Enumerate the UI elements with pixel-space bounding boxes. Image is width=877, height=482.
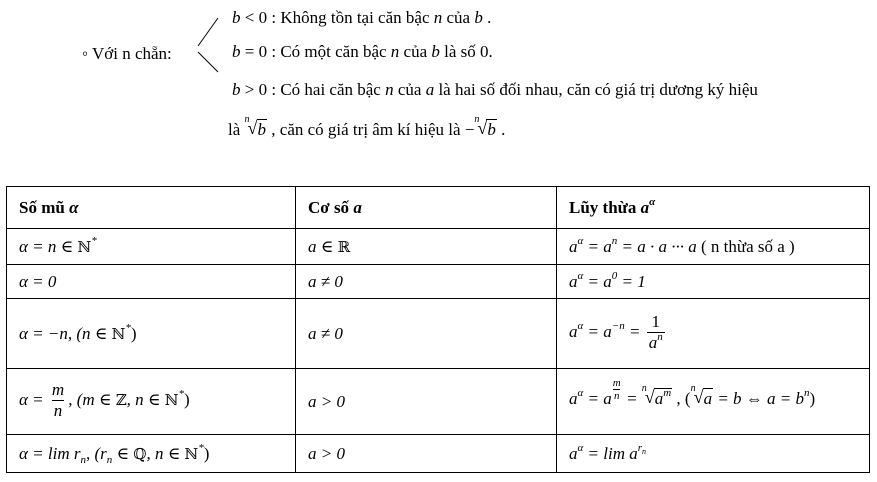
table-row [7, 369, 870, 435]
table-row [7, 299, 870, 369]
table-row [7, 265, 870, 299]
cell-exponent: α = −n, (n ∈ ℕ*) [7, 299, 296, 369]
exponent-fraction: $\frac{m}{n}$ [612, 376, 621, 402]
cell-exponent: α = $\frac{m}{n}$ , (m ∈ ℤ, n ∈ ℕ*) [7, 369, 296, 435]
cell-exponent: α = 0 [7, 265, 296, 299]
table-row [7, 229, 870, 265]
nth-root-symbol: n √ $a^m$ [641, 382, 672, 408]
cell-exponent: $\alpha = \lim r_n$, ($r_n$ ∈ ℚ, n ∈ ℕ*) [7, 435, 296, 473]
fraction: $\frac{m}{n}$ [51, 380, 65, 421]
cell-base: a ≠ 0 [296, 299, 557, 369]
cell-base: a ≠ 0 [296, 265, 557, 299]
cell-power: $a^\alpha = a^n = a \cdot a$ ··· a ( n thừa số a ) [557, 229, 870, 265]
brace-lines [194, 14, 230, 78]
cell-base: a > 0 [296, 435, 557, 473]
cell-exponent: α = n ∈ ℕ* [7, 229, 296, 265]
header-power: Lũy thừa $a^\alpha$ [557, 187, 870, 229]
case-negative: b < 0 : Không tồn tại căn bậc n của b . [232, 8, 492, 27]
power-table [6, 186, 870, 473]
case-positive: b > 0 : Có hai căn bậc n của a là hai số đối nhau, căn có giá trị dương ký hiệu [232, 80, 758, 99]
cell-power: $a^\alpha = a^{-n}$ = $\frac{1}{a^n}$ [557, 299, 870, 369]
case-positive-line2: là n √ b , căn có giá trị âm kí hiệu là − n √ b . [228, 114, 506, 139]
cell-base: a ∈ ℝ [296, 229, 557, 265]
cell-power: $a^\alpha = \lim a^{r_n}$ [557, 435, 870, 473]
nth-root-symbol: n √ a [690, 382, 713, 408]
fraction: $\frac{1}{a^n}$ [648, 312, 663, 353]
cell-base: a > 0 [296, 369, 557, 435]
intro-label: ◦ Với n chẵn: [82, 44, 172, 63]
header-exponent: Số mũ α [7, 187, 296, 229]
cell-power: $a^\alpha = a$ $\frac{m}{n}$ = n √ $a^m$ , ( n √ a = b ⇔ $a = b^n$) [557, 369, 870, 435]
table-row [7, 435, 870, 473]
header-base: Cơ số a [296, 187, 557, 229]
case-zero: b = 0 : Có một căn bậc n của b là số 0. [232, 42, 493, 61]
nth-root-symbol: n √ b [244, 114, 267, 139]
cell-power: $a^\alpha = a^0 = 1$ [557, 265, 870, 299]
table-header-row [7, 187, 870, 229]
nth-root-symbol: n √ b [474, 114, 496, 139]
